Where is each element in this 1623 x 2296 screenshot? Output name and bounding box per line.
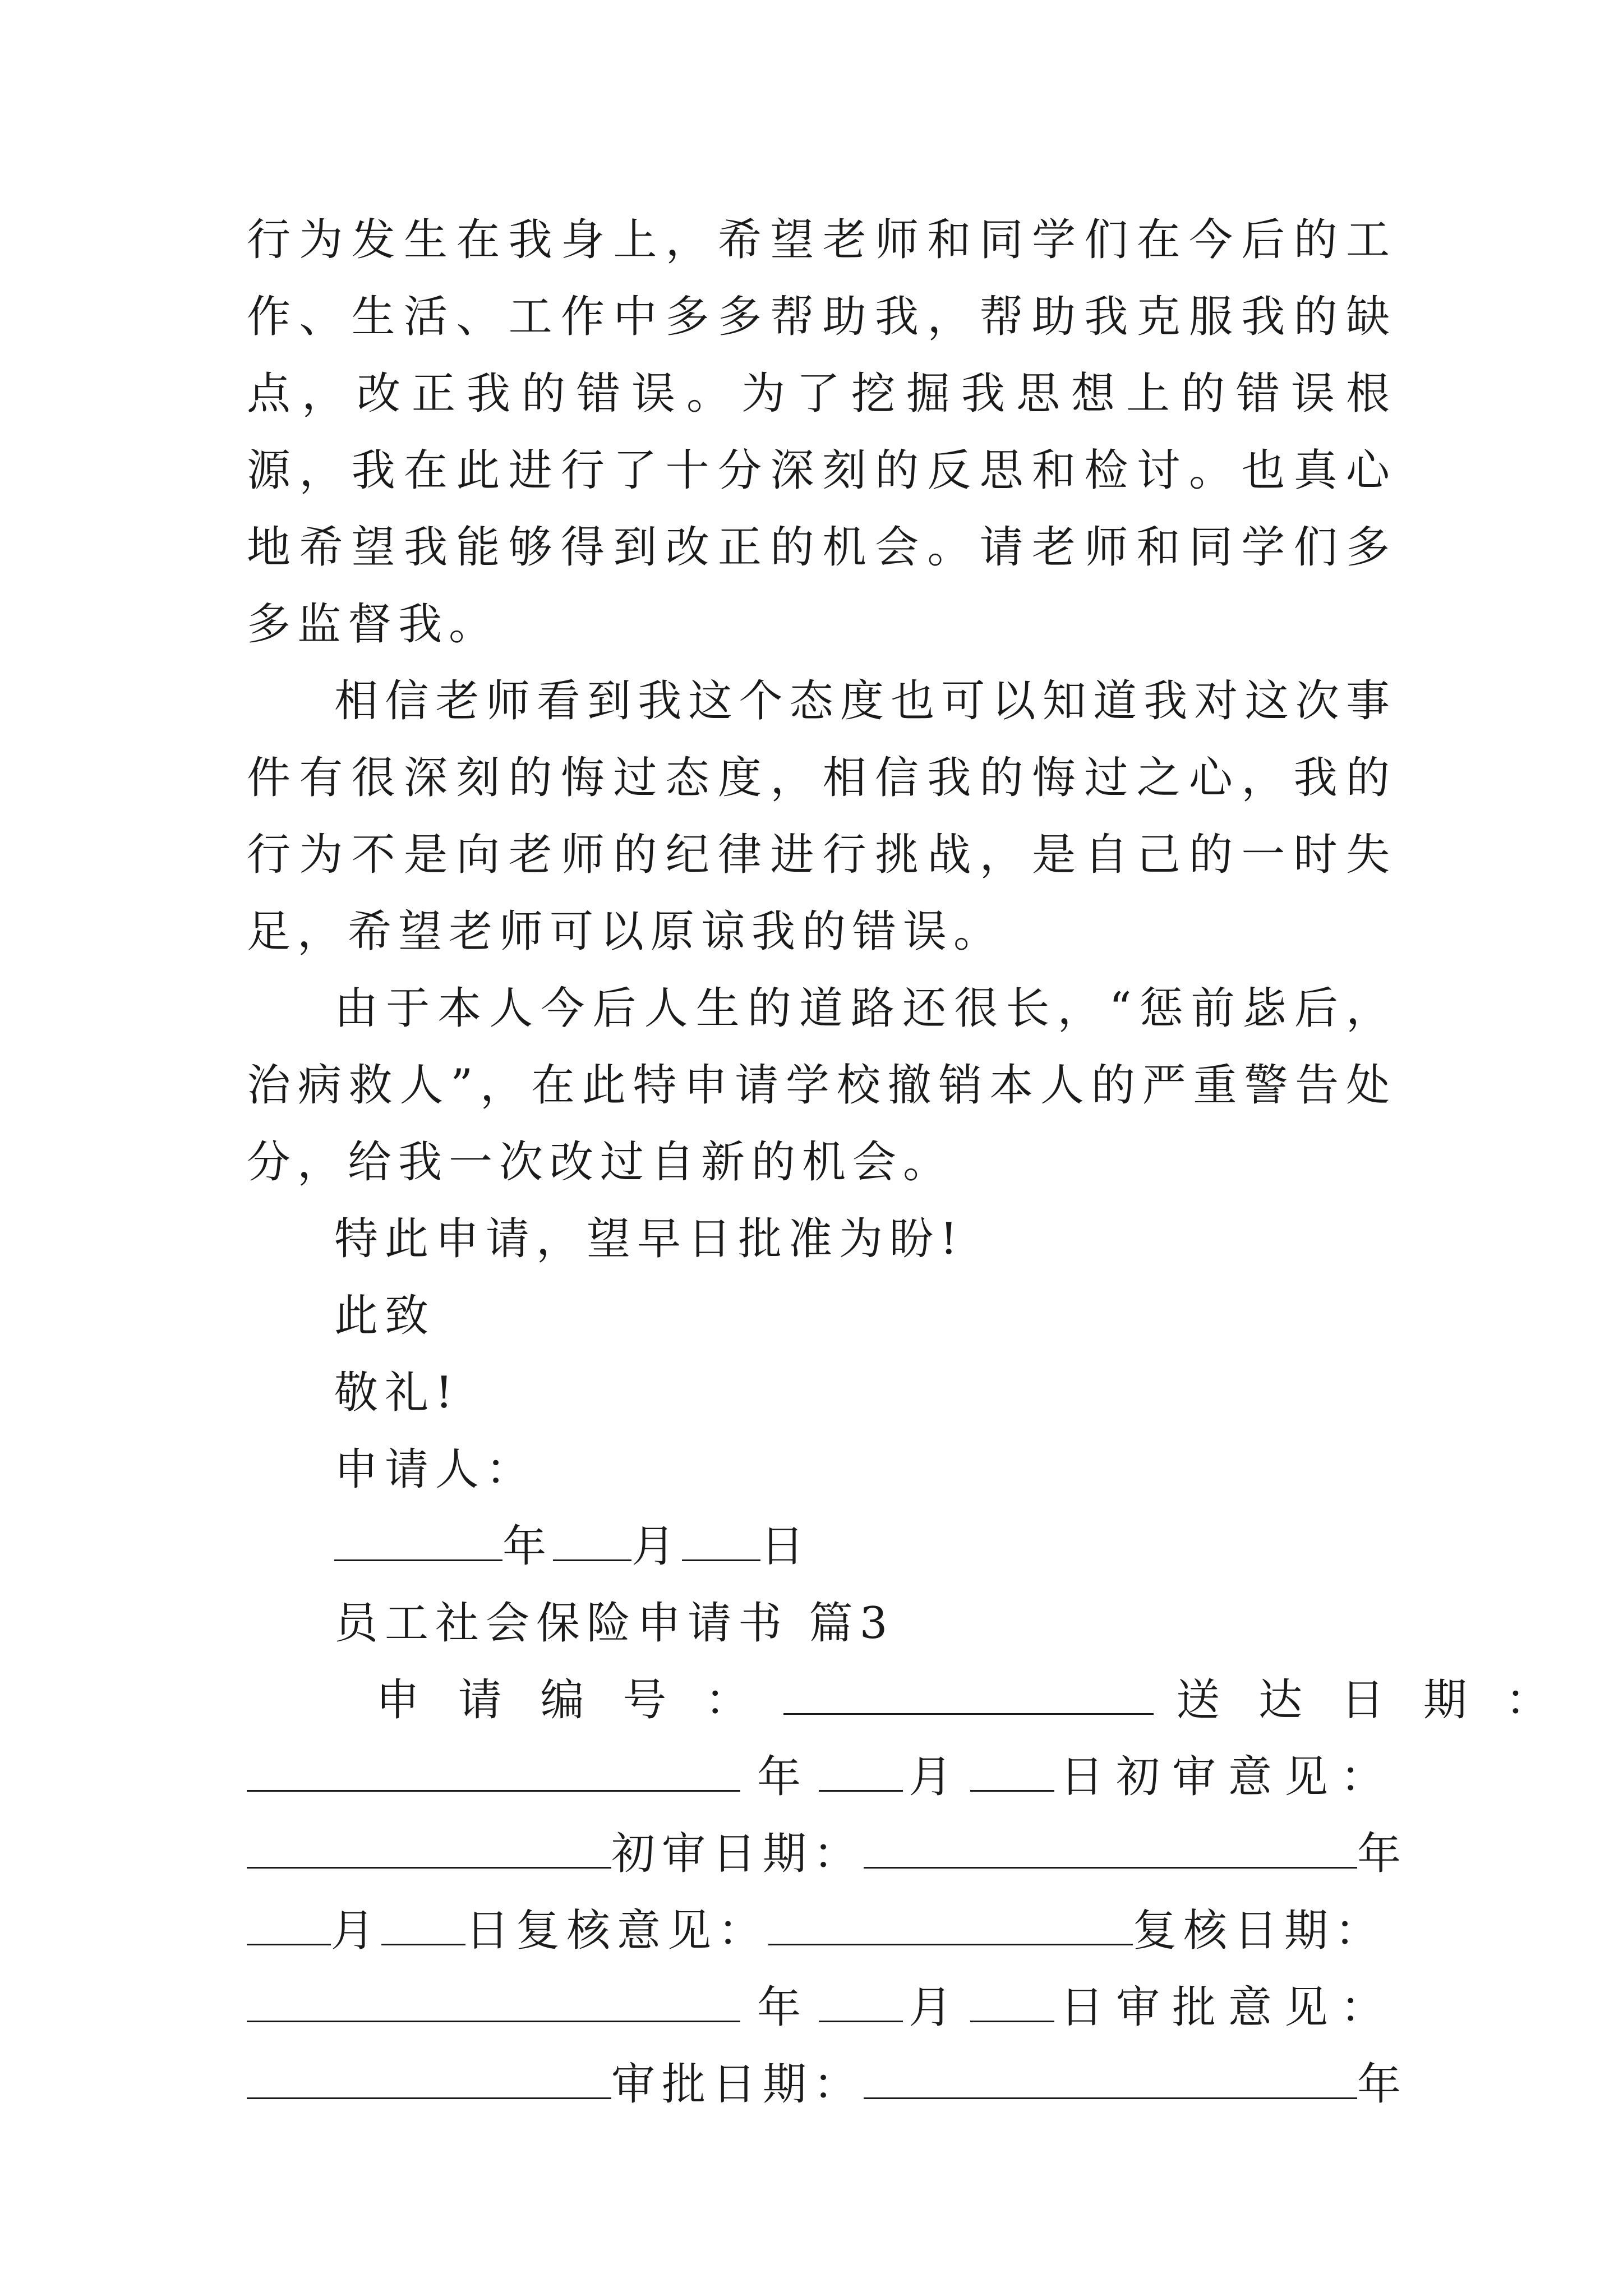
initial-review-opinion-field[interactable] xyxy=(247,1828,611,1869)
salutation-2: 敬礼! xyxy=(334,1368,460,1418)
recheck-day-label: 日 xyxy=(1060,1982,1117,2033)
approval-year-label: 年 xyxy=(1357,2059,1408,2110)
recheck-year-field[interactable] xyxy=(247,1981,740,2022)
recheck-year-label: 年 xyxy=(757,1982,814,2033)
form-line-2 xyxy=(247,1739,1396,1816)
initial-review-month-label: 月 xyxy=(331,1906,382,1956)
initial-review-year-field[interactable] xyxy=(864,1828,1357,1869)
delivery-day-label: 日 xyxy=(1060,1752,1117,1802)
initial-review-year-label: 年 xyxy=(1357,1829,1408,1879)
document-page xyxy=(247,202,1562,2123)
month-label: 月 xyxy=(631,1521,683,1572)
form-line-5 xyxy=(247,1970,1396,2046)
closing-request: 特此申请，望早日批准为盼! xyxy=(334,1214,965,1264)
paragraph-3: 由于本人今后人生的道路还很长，“惩前毖后，治病救人”，在此特申请学校撤销本人的严重警告处分，给我一次改过自新的机会。 xyxy=(247,983,1396,1188)
approval-opinion-label: 审批意见： xyxy=(1116,1982,1397,2033)
application-no-field[interactable] xyxy=(783,1674,1154,1715)
applicant-label: 申请人： xyxy=(334,1444,537,1495)
initial-review-opinion-label: 初审意见： xyxy=(1116,1752,1397,1802)
recheck-opinion-field[interactable] xyxy=(768,1904,1133,1945)
recheck-opinion-label: 复核意见： xyxy=(516,1906,769,1956)
delivery-month-label: 月 xyxy=(909,1752,965,1802)
form-line-3 xyxy=(247,1816,1408,1893)
paragraph-2: 相信老师看到我这个态度也可以知道我对这次事件有很深刻的悔过态度，相信我的悔过之心，我的行为不是向老师的纪律进行挑战，是自己的一时失足，希望老师可以原谅我的错误。 xyxy=(247,676,1396,957)
application-no-label: 申 请 编 号 ： xyxy=(376,1675,762,1726)
approval-year-field[interactable] xyxy=(864,2058,1357,2099)
form-line-1 xyxy=(247,1662,1562,1739)
year-blank[interactable] xyxy=(334,1520,502,1561)
delivery-month-field[interactable] xyxy=(819,1751,903,1792)
delivery-day-field[interactable] xyxy=(970,1751,1054,1792)
section-title: 员工社会保险申请书 篇3 xyxy=(334,1598,895,1649)
approval-date-label: 审批日期： xyxy=(611,2059,864,2110)
initial-review-day-field[interactable] xyxy=(381,1904,465,1945)
day-blank[interactable] xyxy=(682,1520,760,1561)
delivery-year-field[interactable] xyxy=(247,1751,740,1792)
salutation-1: 此致 xyxy=(334,1291,436,1341)
form-line-6 xyxy=(247,2046,1408,2123)
delivery-date-label: 送 达 日 期 ： xyxy=(1176,1675,1562,1726)
delivery-year-label: 年 xyxy=(757,1752,814,1802)
day-label: 日 xyxy=(760,1521,811,1572)
recheck-date-label: 复核日期： xyxy=(1133,1906,1386,1956)
recheck-month-label: 月 xyxy=(909,1982,965,2033)
recheck-day-field[interactable] xyxy=(970,1981,1054,2022)
initial-review-date-label: 初审日期： xyxy=(611,1829,864,1879)
year-label: 年 xyxy=(502,1521,554,1572)
form-line-4 xyxy=(247,1893,1396,1970)
initial-review-day-label: 日 xyxy=(465,1906,517,1956)
recheck-month-field[interactable] xyxy=(819,1981,903,2022)
initial-review-month-field[interactable] xyxy=(247,1904,331,1945)
application-form xyxy=(247,1662,1562,2123)
month-blank[interactable] xyxy=(553,1520,631,1561)
paragraph-1: 行为发生在我身上，希望老师和同学们在今后的工作、生活、工作中多多帮助我，帮助我克服我的缺点，改正我的错误。为了挖掘我思想上的错误根源，我在此进行了十分深刻的反思和检讨。也真心地希望我能够得到改正的机会。请老师和同学们多多监督我。 xyxy=(247,215,1396,650)
approval-opinion-field[interactable] xyxy=(247,2058,611,2099)
date-line xyxy=(247,1508,1396,1585)
